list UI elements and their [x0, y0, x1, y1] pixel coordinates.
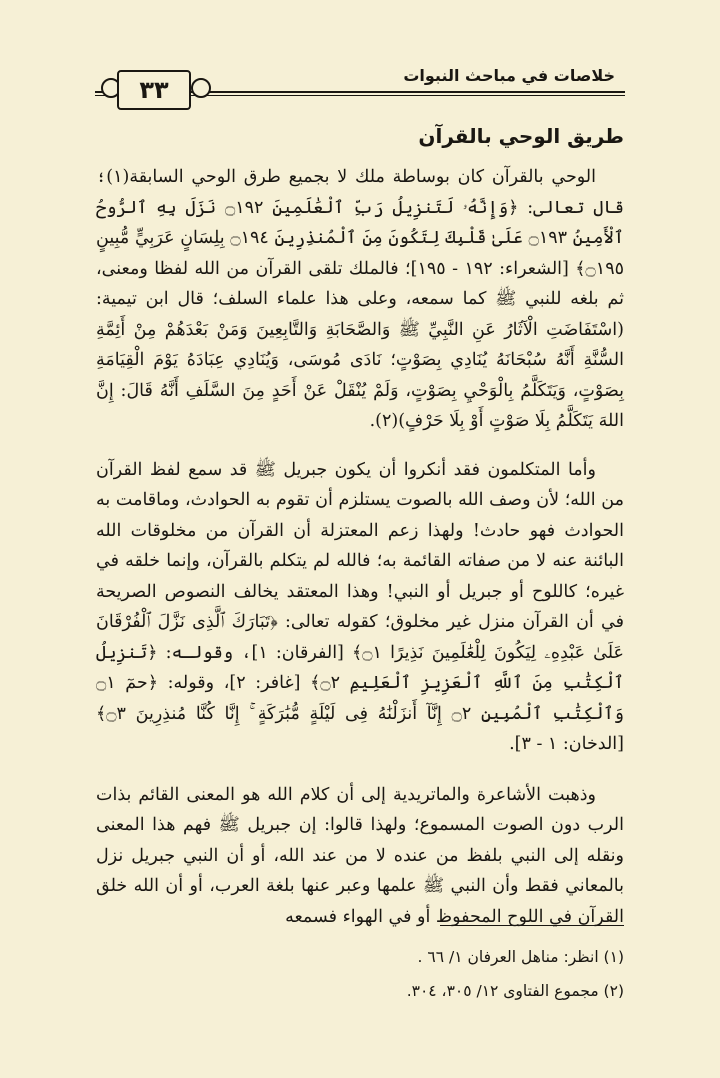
page-number: ٣٣ [117, 70, 191, 110]
ornament-icon [191, 78, 211, 98]
footnotes [96, 940, 624, 1008]
section-title: طريق الوحي بالقرآن [418, 124, 624, 148]
footnote: (٢) مجموع الفتاوى ١٢/ ٣٠٥، ٣٠٤. [406, 982, 624, 1000]
main-text [96, 124, 624, 952]
running-title: خلاصات في مباحث النبوات [403, 66, 615, 85]
paragraph: الوحي بالقرآن كان بوساطة ملك لا بجميع طرق الوحي السابقة(١)؛ قال تعالى: ﴿وَإِنَّهُۥ لَتَنزِيلُ رَبِّ ٱلْعَٰلَمِينَ ۝١٩٢ نَزَلَ بِهِ ٱلرُّوحُ ٱلْأَمِينُ ۝١٩٣ عَلَىٰ قَلْبِكَ لِتَكُونَ مِنَ ٱلْمُنذِرِينَ ۝١٩٤ بِلِسَانٍ عَرَبِيٍّ مُّبِينٍ ۝١٩٥﴾ [الشعراء: ١٩٢ - ١٩٥]؛ فالملك تلقى القرآن من الله لفظا ومعنى، ثم بلغه للنبي ﷺ كما سمعه، وعلى هذا علماء السلف؛ قال ابن تيمية: (اسْتَفَاضَتِ الْآثَارُ عَنِ النَّبِيِّ ﷺ وَالصَّحَابَةِ وَالتَّابِعِينَ وَمَنْ بَعْدَهُمْ مِنْ أَئِمَّةِ السُّنَّةِ أَنَّهُ سُبْحَانَهُ يُنَادِي بِصَوْتٍ؛ نَادَى مُوسَى، وَيُنَادِي عِبَادَهُ يَوْمَ الْقِيَامَةِ بِصَوْتٍ، وَيَتَكَلَّمُ بِالْوَحْيِ بِصَوْتٍ، وَلَمْ يُنْقَلْ عَنْ أَحَدٍ مِنَ السَّلَفِ أَنَّهُ قَالَ: إِنَّ اللهَ يَتَكَلَّمُ بِلَا صَوْتٍ أَوْ بِلَا حَرْفٍ)(٢). [96, 167, 624, 431]
footnote: (١) انظر: مناهل العرفان ١/ ٦٦ . [417, 948, 624, 966]
footnote-divider [440, 925, 624, 926]
paragraph: وذهبت الأشاعرة والماتريدية إلى أن كلام الله هو المعنى القائم بذات الرب دون الصوت المسموع؛ ولهذا قالوا: إن جبريل ﷺ فهم هذا المعنى ونقله إلى النبي بلفظ من عنده لا من عند الله، أو أن النبي جبريل نزل بالمعاني فقط وأن النبي ﷺ علمها وعبر عنها بلغة العرب، أو أن الله خلق القرآن في اللوح المحفوظ أو في الهواء فسمعه [96, 784, 624, 927]
paragraph: وأما المتكلمون فقد أنكروا أن يكون جبريل ﷺ قد سمع لفظ القرآن من الله؛ لأن وصف الله بالصوت يستلزم أن تقوم به الحوادث، وماقامت به الحوادث فهو حادث! ولهذا زعم المعتزلة أن القرآن من مخلوقات الله البائنة عنه لا من صفاته القائمة به؛ فالله لم يتكلم بالقرآن، وإنما خلقه في غيره؛ كاللوح أو جبريل أو النبي! وهذا المعتقد يخالف النصوص الصريحة في أن القرآن منزل غير مخلوق؛ كقوله تعالى: ﴿تَبَارَكَ ٱلَّذِى نَزَّلَ ٱلْفُرْقَانَ عَلَىٰ عَبْدِهِۦ لِيَكُونَ لِلْعَٰلَمِينَ نَذِيرًا ۝١﴾ [الفرقان: ١]، وقولـه: ﴿تَنزِيلُ ٱلْكِتَٰبِ مِنَ ٱللَّهِ ٱلْعَزِيزِ ٱلْعَلِيمِ ۝٢﴾ [غافر: ٢]، وقوله: ﴿حمٓ ۝١ وَٱلْكِتَٰبِ ٱلْمُبِينِ ۝٢ إِنَّآ أَنزَلْنَٰهُ فِى لَيْلَةٍ مُّبَٰرَكَةٍ ۚ إِنَّا كُنَّا مُنذِرِينَ ۝٣﴾ [الدخان: ١ - ٣]. [96, 459, 624, 754]
page-header [95, 62, 625, 106]
